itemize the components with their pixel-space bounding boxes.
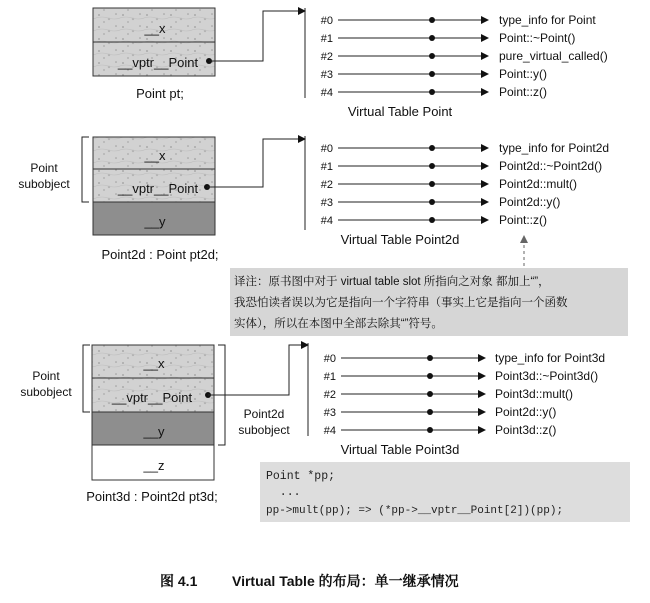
entry-0: type_info for Point3d (495, 351, 606, 365)
entry-3: Point2d::y() (495, 405, 557, 419)
slot-lines (338, 145, 488, 223)
note-line-3: 实体），所以在本图中全部去除其“”符号。 (234, 318, 443, 330)
member-x-label: __x (144, 21, 166, 36)
member-vptr-label: __vptr__Point (117, 181, 199, 196)
table-title: Virtual Table Point3d (340, 442, 460, 457)
slot-3: #3 (320, 197, 333, 209)
slot-4: #4 (323, 425, 336, 437)
entry-4: Point3d::z() (495, 423, 557, 437)
slot-1: #1 (320, 161, 333, 173)
member-vptr-label: __vptr__Point (117, 55, 199, 70)
entry-0: type_info for Point2d (499, 141, 610, 155)
subobject-brace (82, 137, 89, 202)
vptr-pointer-line (209, 11, 305, 61)
vptr-pointer-line (207, 139, 305, 187)
code-line-3: pp->mult(pp); => (*pp->__vptr__Point[2])(pp); (266, 505, 564, 517)
entry-4: Point::z() (499, 213, 548, 227)
figure-caption (160, 573, 459, 589)
slot-1: #1 (323, 371, 336, 383)
subobject-label-line1: Point (32, 369, 60, 383)
entry-1: Point::~Point() (499, 31, 576, 45)
entry-1: Point2d::~Point2d() (499, 159, 603, 173)
code-line-2: ... (266, 486, 301, 499)
slot-4: #4 (320, 215, 333, 227)
table-title: Virtual Table Point2d (340, 232, 460, 247)
slot-lines (338, 17, 488, 95)
object-label: Point3d : Point2d pt3d; (86, 489, 218, 504)
table-title: Virtual Table Point (347, 104, 453, 119)
object-label: Point2d : Point pt2d; (101, 247, 219, 262)
slot-0: #0 (320, 143, 333, 155)
entry-4: Point::z() (499, 85, 548, 99)
code-line-1: Point *pp; (266, 470, 336, 483)
member-vptr-label: __vptr__Point (111, 390, 193, 405)
member-x-label: __x (144, 148, 166, 163)
slot-0: #0 (323, 353, 336, 365)
subobject2d-label-line2: subobject (238, 423, 290, 437)
slot-3: #3 (323, 407, 336, 419)
member-z-label: __z (143, 458, 165, 473)
caption-text: Virtual Table 的布局：单一继承情况 (232, 573, 459, 589)
figure-number: 图 4.1 (160, 573, 198, 589)
entry-1: Point3d::~Point3d() (495, 369, 599, 383)
slot-2: #2 (320, 51, 333, 63)
code-example (260, 462, 630, 522)
member-y-label: __y (143, 424, 165, 439)
subobject-brace (83, 345, 90, 412)
subobject-label-line2: subobject (20, 385, 72, 399)
slot-2: #2 (323, 389, 336, 401)
slot-2: #2 (320, 179, 333, 191)
subobject2d-label-line1: Point2d (243, 407, 285, 421)
note-line-1: 译注：原书图中对于 virtual table slot 所指向之对象 都加上“”， (234, 276, 550, 288)
subobject-label-line2: subobject (18, 177, 70, 191)
entry-2: Point2d::mult() (499, 177, 578, 191)
section-point (93, 8, 608, 119)
entry-2: Point3d::mult() (495, 387, 574, 401)
member-x-label: __x (143, 356, 165, 371)
slot-4: #4 (320, 87, 333, 99)
slot-3: #3 (320, 69, 333, 81)
entry-0: type_info for Point (499, 13, 596, 27)
entry-3: Point2d::y() (499, 195, 561, 209)
slot-lines (341, 355, 485, 433)
subobject-label-line1: Point (30, 161, 58, 175)
slot-1: #1 (320, 33, 333, 45)
section-point2d (18, 136, 609, 262)
entry-2: pure_virtual_called() (499, 49, 608, 63)
object-label: Point pt; (136, 86, 184, 101)
member-y-label: __y (144, 214, 166, 229)
entry-3: Point::y() (499, 67, 548, 81)
translator-note (230, 236, 628, 336)
note-line-2: 我恐怕读者误以为它是指向一个字符串（事实上它是指向一个函数 (234, 297, 568, 309)
vptr-pointer-line (208, 345, 308, 395)
slot-0: #0 (320, 15, 333, 27)
